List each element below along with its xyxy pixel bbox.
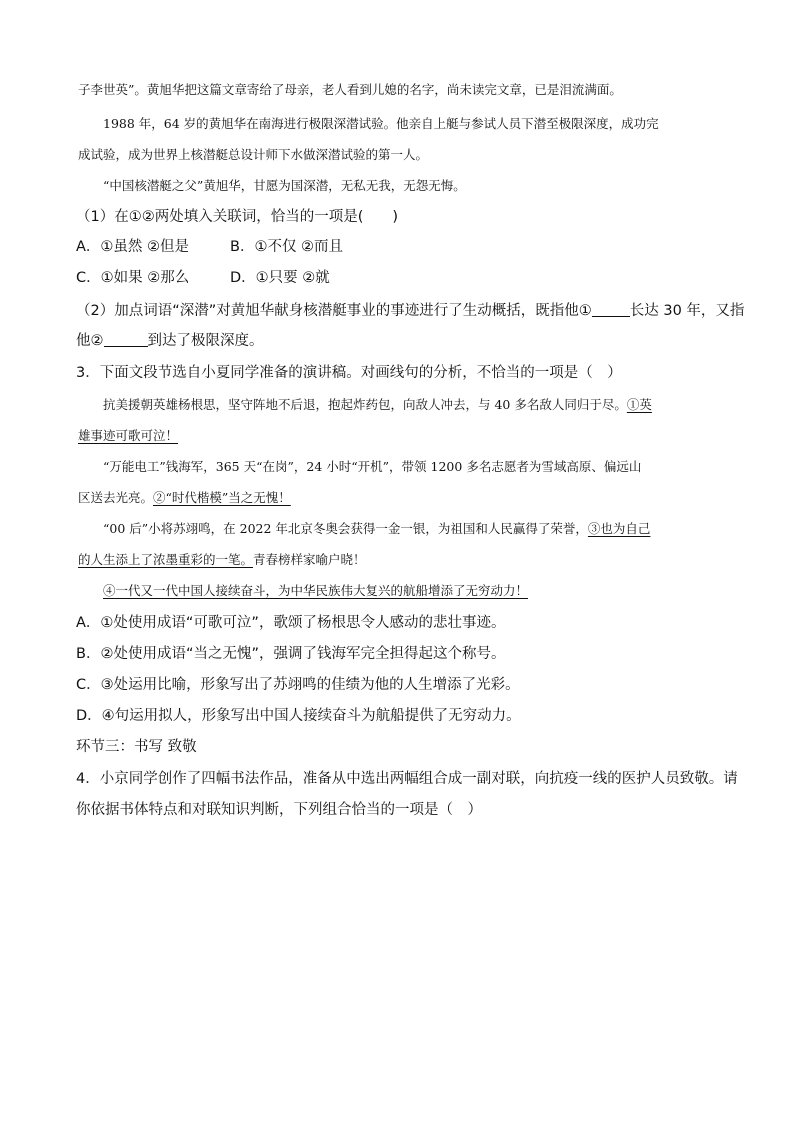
section-heading: 环节三：书写 致敬 — [76, 739, 197, 755]
underlined-sentence-3-end: 的人生添上了浓墨重彩的一笔。 — [78, 552, 254, 567]
speech-p2-text: 区送去光亮。 — [78, 490, 154, 505]
underlined-sentence-2: ②“时代楷模”当之无愧！ — [153, 490, 291, 505]
answer-blank-1[interactable] — [592, 302, 630, 317]
question-4-line-1: 4．小京同学创作了四幅书法作品，准备从中选出两幅组合成一副对联，向抗疫一线的医护人员致敬。请 — [76, 771, 738, 787]
question-2-line-1-tail: 长达 30 年，又指 — [629, 303, 745, 319]
speech-paragraph-3-cont — [78, 550, 366, 570]
question-3-option-a: A．①处使用成语“可歌可泣”，歌颂了杨根思令人感动的悲壮事迹。 — [76, 615, 506, 631]
question-1-stem: （1）在①②两处填入关联词，恰当的一项是( ) — [76, 209, 399, 225]
speech-paragraph-1-cont — [78, 426, 178, 446]
speech-paragraph-1 — [103, 395, 652, 415]
question-2-line-2 — [76, 331, 264, 351]
question-2-line-2-text: 他② — [76, 333, 104, 349]
underlined-sentence-4: ④一代又一代中国人接续奋斗，为中华民族伟大复兴的航船增添了无穷动力！ — [103, 583, 529, 598]
question-3-option-c: C．③处运用比喻，形象写出了苏翊鸣的佳绩为他的人生增添了光彩。 — [76, 677, 520, 693]
speech-p3-tail: 青春榜样家喻户晓！ — [253, 552, 366, 567]
question-4-line-2: 你依据书体特点和对联知识判断，下列组合恰当的一项是（ ） — [76, 802, 482, 818]
underlined-sentence-3-start: ③也为自己 — [587, 521, 651, 536]
question-1-option-c: C．①如果 ②那么 — [76, 270, 190, 286]
passage-line-4: “中国核潜艇之父”黄旭华，甘愿为国深潜，无私无我，无怨无悔。 — [103, 178, 466, 193]
speech-paragraph-2-cont — [78, 488, 291, 508]
question-3-option-b: B．②处使用成语“当之无愧”，强调了钱海军完全担得起这个称号。 — [76, 646, 506, 662]
speech-paragraph-3 — [103, 519, 650, 539]
question-2-line-1 — [76, 301, 744, 321]
speech-p3-text: “00 后”小将苏翊鸣，在 2022 年北京冬奥会获得一金一银，为祖国和人民赢得了荣誉， — [103, 521, 588, 536]
passage-line-3: 成试验，成为世界上核潜艇总设计师下水做深潜试验的第一人。 — [78, 147, 429, 162]
question-2-line-2-tail: 到达了极限深度。 — [147, 333, 264, 349]
underlined-sentence-1-end: 雄事迹可歌可泣！ — [78, 428, 179, 443]
question-3-option-d: D．④句运用拟人，形象写出中国人接续奋斗为航船提供了无穷动力。 — [76, 708, 521, 724]
speech-paragraph-2: “万能电工”钱海军，365 天“在岗”，24 小时“开机”，带领 1200 多名志愿者为雪域高原、偏远山 — [103, 459, 642, 474]
question-1-option-a: A．①虽然 ②但是 — [76, 239, 190, 255]
question-2-line-1-text: （2）加点词语“深潜”对黄旭华献身核潜艇事业的事迹进行了生动概括，既指他① — [76, 303, 592, 319]
underlined-sentence-1-start: ①英 — [626, 397, 652, 412]
passage-line-2: 1988 年，64 岁的黄旭华在南海进行极限深潜试验。他亲自上艇与参试人员下潜至极限深度，成功完 — [103, 116, 659, 131]
speech-paragraph-4 — [103, 581, 528, 601]
speech-p1-text: 抗美援朝英雄杨根思，坚守阵地不后退，抱起炸药包，向敌人冲去，与 40 多名敌人同归于尽。 — [103, 397, 627, 412]
question-3-stem: 3．下面文段节选自小夏同学准备的演讲稿。对画线句的分析，不恰当的一项是（ ） — [76, 365, 622, 381]
passage-line-1: 子李世英”。黄旭华把这篇文章寄给了母亲，老人看到儿媳的名字，尚未读完文章，已是泪流满面。 — [78, 82, 622, 97]
question-1-option-b: B．①不仅 ②而且 — [230, 239, 344, 255]
answer-blank-2[interactable] — [104, 332, 148, 347]
question-1-option-d: D．①只要 ②就 — [230, 270, 330, 286]
